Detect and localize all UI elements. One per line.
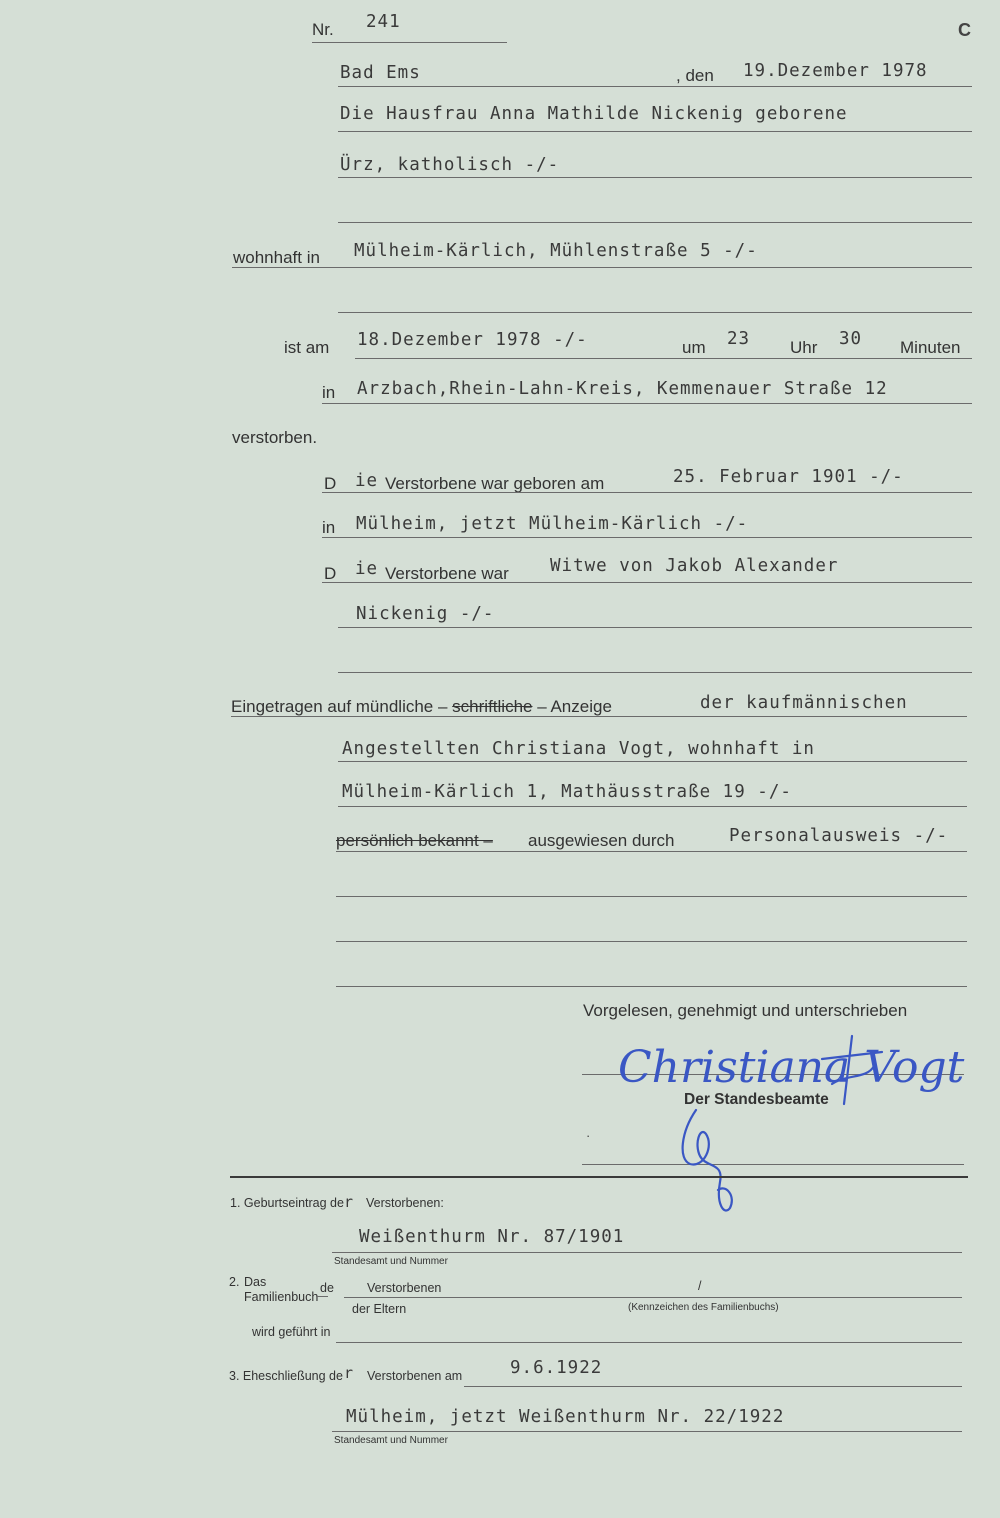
registrar-signature <box>666 1104 756 1224</box>
residence-value: Mülheim-Kärlich, Mühlenstraße 5 -/- <box>354 241 758 261</box>
item2-gefuehrt: wird geführt in <box>252 1325 331 1339</box>
item1-value: Weißenthurm Nr. 87/1901 <box>359 1227 625 1247</box>
birth-place-label: in <box>322 518 336 537</box>
birth-ie-insert: ie <box>355 471 379 491</box>
identification-struck: persönlich bekannt – <box>336 831 493 850</box>
place-date-line <box>338 86 972 87</box>
blank-rule-1 <box>336 896 967 897</box>
person-line-1-rule <box>338 131 972 132</box>
uhr-label: Uhr <box>790 338 818 357</box>
item1-label-a: 1. Geburtseintrag de <box>230 1196 344 1210</box>
record-number: 241 <box>366 12 401 32</box>
person-line-2: Ürz, katholisch -/- <box>340 155 560 175</box>
report-line-2: Angestellten Christiana Vogt, wohnhaft in <box>342 739 815 759</box>
death-hour: 23 <box>727 329 751 349</box>
death-place-label: in <box>322 383 336 402</box>
item2-eltern: der Eltern <box>352 1302 407 1316</box>
birth-place-rule <box>322 537 972 538</box>
death-date-label: ist am <box>284 338 330 357</box>
report-line-1: der kaufmännischen <box>700 693 908 713</box>
blank-rule-2 <box>336 941 967 942</box>
report-label-prefix: Eingetragen auf mündliche – <box>231 697 448 716</box>
death-date: 18.Dezember 1978 -/- <box>357 330 588 350</box>
item3-insert: r <box>344 1364 355 1382</box>
report-label <box>231 697 612 717</box>
item1-caption: Standesamt und Nummer <box>334 1256 448 1267</box>
report-label-struck: schriftliche <box>452 697 533 716</box>
status-ie-insert: ie <box>355 559 379 579</box>
item3-value: Mülheim, jetzt Weißenthurm Nr. 22/1922 <box>346 1407 785 1427</box>
item1-rule <box>332 1252 962 1253</box>
person-line-2-rule <box>338 177 972 178</box>
blank-rule-3 <box>336 986 967 987</box>
status-line-3-rule <box>338 672 972 673</box>
death-place: Arzbach,Rhein-Lahn-Kreis, Kemmenauer Straße 12 <box>357 379 888 399</box>
death-place-rule <box>322 403 972 404</box>
death-minutes: 30 <box>839 329 863 349</box>
item2-number: 2. <box>229 1275 240 1289</box>
birth-date-rule <box>322 492 972 493</box>
report-line-1-rule <box>231 716 967 717</box>
den-label: , den <box>676 66 714 85</box>
item2-short-rule <box>344 1297 444 1298</box>
um-label: um <box>682 338 706 357</box>
item2-caption: (Kennzeichen des Familienbuchs) <box>628 1302 779 1313</box>
item2-brace-line <box>316 1296 328 1297</box>
residence-label: wohnhaft in <box>233 248 320 267</box>
item3-caption: Standesamt und Nummer <box>334 1435 448 1446</box>
identification-rule <box>336 851 967 852</box>
item2-slash: / <box>698 1279 702 1293</box>
report-line-2-rule <box>338 761 967 762</box>
item3-label-b: Verstorbenen am <box>367 1369 463 1383</box>
registrar-label: Der Standesbeamte <box>684 1091 829 1108</box>
birth-label: Verstorbene war geboren am <box>385 474 605 493</box>
status-label: Verstorbene war <box>385 564 509 583</box>
item2-verstorbenen: Verstorbenen <box>367 1281 442 1295</box>
item1-label-b: Verstorbenen: <box>366 1196 444 1210</box>
registry-place: Bad Ems <box>340 63 421 83</box>
small-dot: · <box>586 1128 591 1143</box>
registry-date: 19.Dezember 1978 <box>743 61 928 81</box>
identification-label: ausgewiesen durch <box>528 831 675 850</box>
item2-rule <box>444 1297 962 1298</box>
corner-letter: C <box>958 20 971 40</box>
item1-insert: r <box>344 1193 355 1211</box>
report-label-suffix: – Anzeige <box>537 697 612 716</box>
person-line-1: Die Hausfrau Anna Mathilde Nickenig geborene <box>340 104 848 124</box>
residence-rule <box>232 267 972 268</box>
person-line-3-rule <box>338 222 972 223</box>
footer-divider <box>230 1176 968 1178</box>
item3-label-a: 3. Eheschließung de <box>229 1369 343 1383</box>
report-line-3: Mülheim-Kärlich 1, Mathäusstraße 19 -/- <box>342 782 792 802</box>
residence-rule-2 <box>338 312 972 313</box>
status-d-label: D <box>324 564 337 583</box>
item2-de: de <box>320 1281 334 1295</box>
status-line-1-rule <box>322 582 972 583</box>
closing-text: Vorgelesen, genehmigt und unterschrieben <box>583 1001 908 1020</box>
nr-label: Nr. <box>312 20 334 39</box>
registrar-signature-line <box>582 1164 964 1165</box>
status-line-2-rule <box>338 627 972 628</box>
birth-d-label: D <box>324 474 337 493</box>
item3-date: 9.6.1922 <box>510 1358 603 1378</box>
identification-value: Personalausweis -/- <box>729 826 949 846</box>
item2-familienbuch: Familienbuch <box>244 1290 319 1304</box>
status-line-2: Nickenig -/- <box>356 604 495 624</box>
item3-date-rule <box>464 1386 962 1387</box>
birth-place: Mülheim, jetzt Mülheim-Kärlich -/- <box>356 514 749 534</box>
status-line-1: Witwe von Jakob Alexander <box>550 556 839 576</box>
item2-das: Das <box>244 1275 267 1289</box>
nr-line <box>312 42 507 43</box>
informant-signature-text: Christiana Vogt <box>618 1042 965 1093</box>
birth-date: 25. Februar 1901 -/- <box>673 467 904 487</box>
minuten-label: Minuten <box>900 338 961 357</box>
death-date-rule <box>355 358 972 359</box>
report-line-3-rule <box>338 806 967 807</box>
item3-rule <box>332 1431 962 1432</box>
item2-gefuehrt-rule <box>336 1342 962 1343</box>
verstorben-label: verstorben. <box>232 428 318 447</box>
